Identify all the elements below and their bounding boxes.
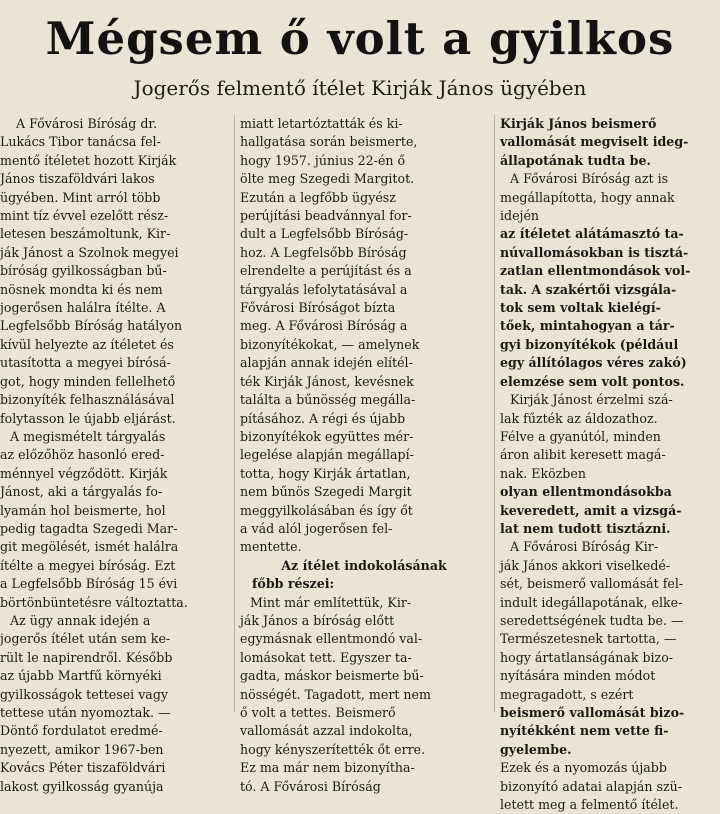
text-line: legelése alapján megállapí- — [240, 447, 414, 463]
text-line: tettese után nyomoztak. — — [0, 705, 171, 720]
text-line: megállapította, hogy annak — [500, 189, 675, 205]
text-line: Ezek és a nyomozás újabb — [500, 760, 667, 776]
text-line: tárgyalás lefolytatásával a — [240, 281, 408, 297]
text-line: letett meg a felmentő ítélet. — [500, 797, 679, 813]
text-line: bizonyítékok együttes mér- — [240, 428, 414, 444]
text-line: bizonyító adatai alapján szü- — [500, 778, 682, 794]
article-column-1 — [0, 115, 228, 794]
column-rule — [494, 115, 495, 712]
text-line: az ítéletet alátámasztó ta- — [500, 226, 684, 242]
text-line: rült le napirendről. Később — [0, 649, 173, 665]
text-line: egymásnak ellentmondó val- — [240, 631, 423, 647]
text-line: indult idegállapotának, elke- — [500, 594, 683, 610]
text-line: Mint már említettük, Kir- — [250, 594, 412, 610]
text-line: hogy 1957. június 22-én ő — [240, 152, 406, 168]
text-line: lat nem tudott tisztázni. — [500, 520, 671, 536]
text-line: állapotának tudta be. — [500, 152, 651, 168]
text-line: seredettségének tudta be. — — [500, 612, 684, 628]
text-line: Ez ma már nem bizonyítha- — [240, 760, 415, 776]
text-line: Lukács Tibor tanácsa fel- — [0, 134, 161, 150]
text-line: meg. A Fővárosi Bíróság a — [240, 318, 408, 334]
text-line: elrendelte a perújítást és a — [240, 263, 412, 279]
text-line: perújítási beadvánnyal for- — [240, 208, 412, 224]
text-line: gadta, máskor beismerte bű- — [240, 668, 424, 684]
text-line: megragadott, s ezért — [500, 686, 634, 702]
text-line: alapján annak idején elítél- — [240, 355, 413, 371]
text-line: A megismételt tárgyalás — [10, 428, 166, 444]
text-line: egy állítólagos véres zakó) — [500, 355, 687, 371]
text-line: nösnek mondta ki és nem — [0, 281, 163, 297]
text-line: git megölését, ismét halálra — [0, 539, 179, 555]
text-line: hallgatása során beismerte, — [240, 134, 418, 150]
text-line: Természetesnek tartotta, — — [500, 631, 677, 647]
text-line: A Fővárosi Bíróság azt is — [510, 171, 669, 187]
text-line: áron alibit keresett magá- — [500, 447, 666, 463]
text-line: a vád alól jogerősen fel- — [240, 520, 393, 536]
subheadline: Jogerős felmentő ítélet Kirják János ügyében — [133, 76, 587, 100]
text-line: zatlan ellentmondások vol- — [500, 263, 691, 279]
article-column-3 — [500, 115, 716, 813]
section-heading: főbb részei: — [252, 576, 335, 592]
text-line: núvallomásokban is tisztá- — [500, 244, 689, 260]
text-line: nyítására minden módot — [500, 668, 656, 684]
text-line: ügyében. Mint arról több — [0, 189, 161, 205]
text-line: mentette. — [240, 539, 302, 555]
text-line: sét, beismerő vallomását fel- — [500, 576, 684, 592]
text-line: Döntő fordulatot eredmé- — [0, 723, 163, 739]
text-line: Kovács Péter tiszaföldvári — [0, 760, 166, 776]
text-line: az újabb Martfű környéki — [0, 668, 162, 684]
text-line: hoz. A Legfelsőbb Bíróság — [240, 244, 407, 260]
text-line: jogerős ítélet után sem ke- — [0, 631, 171, 647]
text-line: ják János a bíróság előtt — [240, 612, 395, 628]
text-line: János tiszaföldvári lakos — [0, 171, 155, 187]
text-line: Legfelsőbb Bíróság hatályon — [0, 318, 183, 334]
text-line: ölte meg Szegedi Margitot. — [240, 171, 415, 187]
text-line: ték Kirják Jánost, kevésnek — [240, 373, 414, 389]
text-line: ítélte a megyei bíróság. Ezt — [0, 557, 176, 573]
text-line: hogy kényszerítették őt erre. — [240, 741, 426, 757]
text-line: lakost gyilkosság gyanúja — [0, 778, 164, 794]
text-line: ják Jánost a Szolnok megyei — [0, 244, 179, 260]
text-line: Jánost, aki a tárgyalás fo- — [0, 484, 163, 500]
text-line: utasította a megyei bírósá- — [0, 355, 171, 371]
text-line: Fővárosi Bíróságot bízta — [240, 300, 396, 316]
text-line: börtönbüntetésre változtatta. — [0, 594, 188, 610]
text-line: nösségét. Tagadott, mert nem — [240, 686, 431, 702]
text-line: Kirják János beismerő — [500, 116, 657, 131]
text-line: pedig tagadta Szegedi Mar- — [0, 520, 178, 536]
headline: Mégsem ő volt a gyilkos — [45, 12, 675, 65]
text-line: A Fővárosi Bíróság Kir- — [510, 539, 659, 555]
text-line: kívül helyezte az ítéletet és — [0, 336, 174, 352]
text-line: A Fővárosi Bíróság dr. — [16, 116, 158, 131]
text-line: ják János akkori viselkedé- — [500, 557, 671, 573]
text-line: bizonyíték felhasználásával — [0, 392, 175, 408]
text-line: gyilkosságok tettesei vagy — [0, 686, 168, 702]
text-line: hogy ártatlanságának bizo- — [500, 649, 674, 665]
text-line: keveredett, amit a vizsgá- — [500, 502, 682, 518]
text-line: pításához. A régi és újabb — [240, 410, 406, 426]
text-line: ő volt a tettes. Beismerő — [240, 705, 396, 720]
text-line: elemzése sem volt pontos. — [500, 373, 685, 389]
text-line: lyamán hol beismerte, hol — [0, 502, 166, 518]
text-line: vallomását megviselt ideg- — [500, 134, 689, 150]
text-line: Ezután a legfőbb ügyész — [240, 189, 396, 205]
text-line: folytasson le újabb eljárást. — [0, 410, 176, 426]
text-line: nak. Eközben — [500, 465, 586, 481]
text-line: nyezett, amikor 1967-ben — [0, 741, 164, 757]
text-line: beismerő vallomását bizo- — [500, 705, 685, 720]
text-line: totta, hogy Kirják ártatlan, — [240, 465, 411, 481]
text-line: miatt letartóztatták és ki- — [240, 116, 403, 131]
article-column-2 — [240, 115, 488, 794]
text-line: got, hogy minden fellelhető — [0, 373, 176, 389]
text-line: a Legfelsőbb Bíróság 15 évi — [0, 576, 178, 592]
text-line: dult a Legfelsőbb Bíróság- — [240, 226, 409, 242]
text-line: Az ügy annak idején a — [10, 612, 151, 628]
text-line: Félve a gyanútól, minden — [500, 428, 661, 444]
text-line: gyi bizonyítékok (például — [500, 336, 679, 352]
text-line: jogerősen halálra ítélte. A — [0, 300, 166, 316]
text-line: az előzőhöz hasonló ered- — [0, 447, 165, 463]
text-line: Kirják Jánost érzelmi szá- — [510, 392, 673, 408]
text-line: vallomását azzal indokolta, — [240, 723, 413, 739]
column-rule — [234, 115, 235, 712]
text-line: idején — [500, 208, 540, 224]
text-line: bizonyítékokat, — amelynek — [240, 336, 420, 352]
text-line: meggyilkolásában és így őt — [240, 502, 413, 518]
text-line: lomásokat tett. Egyszer ta- — [240, 649, 412, 665]
text-line: találta a bűnösség megálla- — [240, 392, 416, 408]
text-line: tok sem voltak kielégí- — [500, 300, 661, 316]
section-heading: Az ítélet indokolásának — [281, 557, 447, 573]
text-line: gyelembe. — [500, 741, 572, 757]
text-line: letesen beszámoltunk, Kir- — [0, 226, 171, 242]
text-line: lak fűzték az áldozathoz. — [500, 410, 658, 426]
text-line: tak. A szakértői vizsgála- — [500, 281, 677, 297]
text-line: olyan ellentmondásokba — [500, 484, 672, 500]
text-line: tőek, mintahogyan a tár- — [500, 318, 675, 334]
text-line: mint tíz évvel ezelőtt rész- — [0, 208, 169, 224]
text-line: tó. A Fővárosi Bíróság — [240, 778, 381, 794]
text-line: bíróság gyilkosságban bű- — [0, 263, 167, 279]
text-line: mentő ítéletet hozott Kirják — [0, 152, 177, 168]
text-line: nem bűnös Szegedi Margit — [240, 484, 412, 500]
text-line: ménnyel végződött. Kirják — [0, 465, 168, 481]
text-line: nyítékként nem vette fi- — [500, 723, 669, 739]
